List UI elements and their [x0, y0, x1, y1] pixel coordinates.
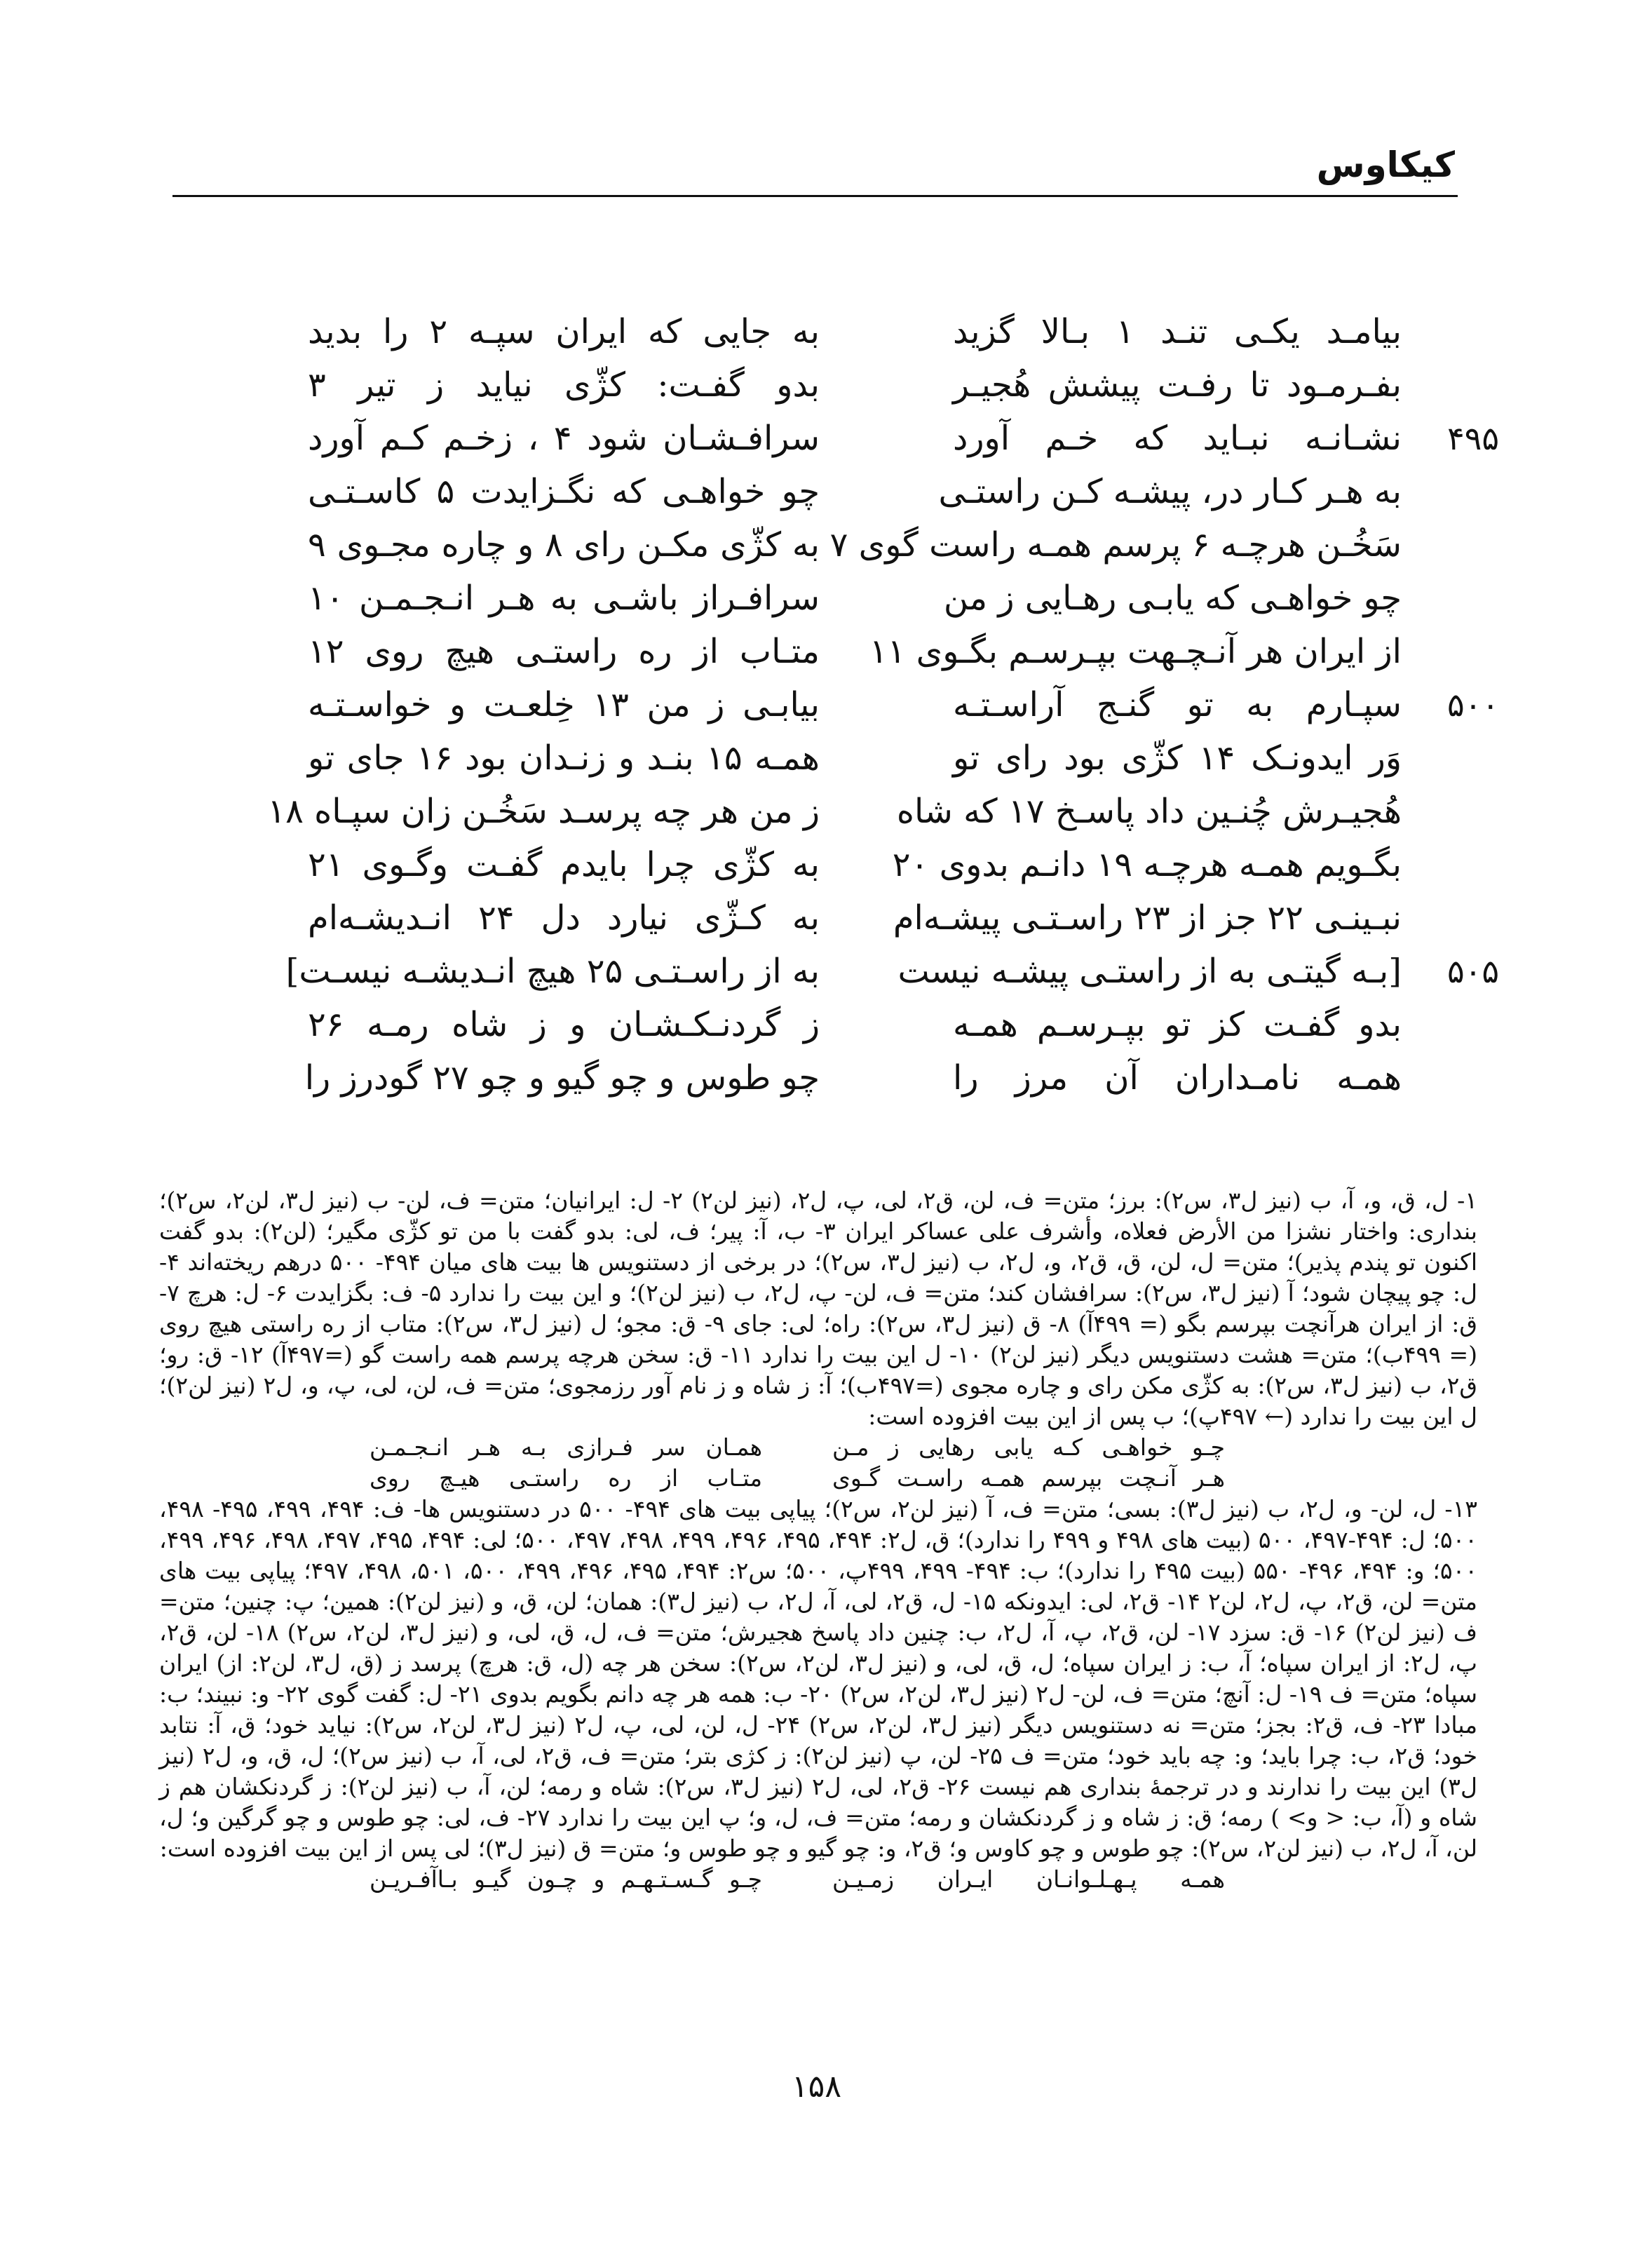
hemistich-left: چو خواهـی که نگـزایدت ۵ کاسـتـی: [308, 472, 820, 511]
hemistich-left: همـه ۱۵ بنـد و زنـدان بود ۱۶ جای تو: [308, 738, 820, 778]
footnote-block-2: ۱۳- ل، لن- و، ل۲، ب (نیز ل۳): بسی؛ متن= ف، آ (نیز لن۲، س۲)؛ پیاپی بیت های ۴۹۴- ۵۰۰ در دستنویس ها- ف: ۴۹۴، ۴۹۹، ۴۹۵- ۴۹۸، ۵۰۰؛ ل: ۴۹۴-۴۹۷، ۵۰۰ (بیت های ۴۹۸ و ۴۹۹ را ندارد)؛ ق، ل۲: ۴۹۴، ۴۹۵، ۴۹۶، ۴۹۹، ۴۹۸، ۴۹۷، ۵۰۰؛ لی: ۴۹۴، ۴۹۵، ۴۹۷، ۴۹۸، ۴۹۶، ۴۹۹، ۵۰۰؛ و: ۴۹۴، ۴۹۶- ۵۵۰ (بیت ۴۹۵ را ندارد)؛ ب: ۴۹۴- ۴۹۹، ۴۹۹پ، ۵۰۰؛ س۲: ۴۹۴، ۴۹۵، ۴۹۶، ۴۹۹، ۵۰۰، ۵۰۱، ۴۹۸، ۴۹۷؛ پیاپی بیت های متن= لن، ق۲، پ، ل۲، لن۲ ۱۴- ق۲، لی: ایدونکه ۱۵- ل، ق۲، لی، آ، ل۲، ب (نیز ل۳): همان؛ لن، ق، و (نیز لن۲): همین؛ پ: چنین؛ متن= ف (نیز لن۲) ۱۶- ق: سزد ۱۷- لن، ق۲، پ، آ، ل۲، ب: چنین داد پاسخ هجیرش؛ متن= ف، ل، ق، لی، و (نیز ل۳، لن۲، س۲) ۱۸- لن، ق۲، پ، ل۲: از ایران سپاه؛ آ، ب: ز ایران سپاه؛ ل، ق، لی، و (نیز ل۳، لن۲، س۲): سخن هر چه (ل، ق: هرچ) پرسد ز (ق، ل۳، لن۲: از) ایران سپاه؛ متن= ف ۱۹- ل: آنچ؛ متن= ف، لن- ل۲ (نیز ل۳، لن۲، س۲) ۲۰- ب: همه هر چه دانم بگویم بدوی ۲۱- ل: گفت گوی ۲۲- و: نبیند؛ ب: مبادا ۲۳- ف، ق۲: بجز؛ متن= نه دستنویس دیگر (نیز ل۳، لن۲، س۲) ۲۴- ل، لن، لی، پ، ل۲ (نیز ل۳، لن۲، س۲): نیاید خود؛ ق، آ: نتابد خود؛ ق۲، ب: چرا باید؛ و: چه باید خود؛ متن= ف ۲۵- لن، پ (نیز لن۲): ز کژی بتر؛ متن= ف، ق۲، لی، آ، ب (نیز س۲)؛ ل، ق، و، ل۲ (نیز ل۳) این بیت را ندارند و در ترجمهٔ بنداری هم نیست ۲۶- ق۲، لی، ل۲ (نیز ل۳، س۲): شاه و رمه؛ لن، آ، ب (نیز لن۲): ز گردنکشان هم ز شاه و (آ، ب: < و> ) رمه؛ ق: ز شاه و ز گردنکشان و رمه؛ متن= ف، ل، و؛ پ این بیت را ندارد ۲۷- ف، لی: چو طوس و چو گرگین و؛ ل، لن، آ، ل۲، ب (نیز لن۲، س۲): چو طوس و چو کاوس و؛ ق۲، و: چو گیو و چو طوس و؛ متن= ق (نیز ل۳)؛ لی پس از این بیت افزوده است:: [159, 1495, 1478, 1862]
verse-number: ۵۰۵: [1446, 952, 1500, 990]
hemistich-right: بفـرمـود تا رفـت پیشش هُجیـر: [953, 365, 1402, 405]
hemistich-left: به کژّی مکـن رای ۸ و چاره مجـوی ۹: [308, 525, 820, 565]
verse-number: ۵۰۰: [1446, 686, 1500, 724]
hemistich-right: [بـه گیتـی به از راستـی پیشـه نیست: [897, 952, 1402, 991]
couplet: [168, 572, 1402, 625]
couplet: [168, 945, 1500, 998]
hemistich-right: سپـارم به تو گنـج آراسـتـه: [953, 685, 1402, 724]
couplet: [168, 891, 1402, 945]
footnote-verse: [159, 1864, 1477, 1895]
hemistich-left: به کـژّی نیارد دل ۲۴ انـدیشـه‌ام: [308, 898, 820, 938]
hemistich-right: چو خواهـی که یابـی رهـایی ز من: [943, 579, 1402, 618]
hemistich-right: بدو گفـت کز تو بپـرسـم همـه: [953, 1005, 1402, 1044]
poem-body: [168, 305, 1500, 1105]
hemistich-left: سرافـشـان شود ۴ ، زخـم کـم آورد: [308, 419, 820, 458]
footnotes: [159, 1185, 1477, 1895]
couplet: [168, 518, 1402, 572]
couplet: [168, 785, 1402, 838]
hemistich-right: سَخُـن هرچـه ۶ پرسم همـه راست گوی ۷: [829, 525, 1402, 565]
hemistich-right: بگـویم همـه هرچـه ۱۹ دانـم بدوی ۲۰: [892, 845, 1402, 884]
hemistich-right: نبـینـی ۲۲ جز از ۲۳ راسـتـی پیشـه‌ام: [893, 898, 1402, 938]
couplet: [168, 998, 1402, 1051]
footnote-verse-right: هـر آنـچت بپرسم همـه راسـت گـوی: [832, 1464, 1225, 1492]
couplet: [168, 305, 1402, 358]
hemistich-left: به از راسـتـی ۲۵ هیچ انـدیشـه نیسـت]: [285, 952, 820, 991]
footnote-verse-left: چـو گـسـتـهـم و چـون گیـو بـاآفـریـن: [370, 1865, 762, 1893]
hemistich-left: سرافـراز باشـی به هـر انـجـمـن ۱۰: [308, 579, 820, 618]
hemistich-right: همـه نامـداران آن مرز را: [953, 1058, 1402, 1098]
hemistich-right: هُجیـرش چُنـین داد پاسـخ ۱۷ که شاه: [896, 792, 1402, 831]
couplet: [168, 412, 1500, 465]
footnote-block-1: ۱- ل، ق، و، آ، ب (نیز ل۳، س۲): برز؛ متن= ف، لن، ق۲، لی، پ، ل۲، (نیز لن۲) ۲- ل: ایرانیان؛ متن= ف، لن- ب (نیز ل۳، لن۲، س۲)؛ بنداری: واختار نشزا من الأرض فعلاه، وأشرف علی عساکر ایران ۳- ب، آ: پیر؛ ف، لی: بدو گفت با من تو کژّی مگیر؛ (لن۲): بدو گفت اکنون تو پندم پذیر)؛ متن= ل، لن، ق، ق۲، و، ل۲، ب (نیز ل۳، س۲)؛ در برخی از دستنویس ها بیت های میان ۴۹۴- ۵۰۰ درهم ریخته‌اند ۴- ل: چو پیچان شود؛ آ (نیز ل۳، س۲): سرافشان کند؛ متن= ف، لن- پ، ل۲، ب (نیز لن۲)؛ و این بیت را ندارد ۵- ف: بگزایدت ۶- ل: هرچ ۷- ق: از ایران هرآنچت بپرسم بگو (= ۴۹۹آ) ۸- ق (نیز ل۳، س۲): راه؛ لی: جای ۹- ق: مجو؛ ل (نیز ل۳، س۲): متاب از ره راستی هیچ روی (= ۴۹۹ب)؛ متن= هشت دستنویس دیگر (نیز لن۲) ۱۰- ل این بیت را ندارد ۱۱- ق: سخن هرچه پرسم همه راست گو (=۴۹۷آ) ۱۲- ق: رو؛ ق۲، ب (نیز ل۳، س۲): به کژّی مکن رای و چاره مجوی (=۴۹۷ب)؛ آ: ز شاه و ز نام آور رزمجوی؛ متن= ف، لن، لی، پ، و، ل۲ (نیز لن۲)؛ ل این بیت را ندارد (← ۴۹۷پ)؛ ب پس از این بیت افزوده است:: [159, 1187, 1478, 1430]
verse-number: ۴۹۵: [1446, 419, 1500, 457]
couplet: [168, 838, 1402, 891]
couplet: [168, 1051, 1402, 1105]
footnote-verse-right: همـه پـهـلـوانـان ایـران زمـیـن: [832, 1865, 1225, 1893]
footnote-verse: [159, 1463, 1477, 1494]
hemistich-right: به هـر کـار در، پیشـه کـن راستـی: [938, 472, 1402, 511]
couplet: [168, 465, 1402, 518]
footnote-verse: [159, 1432, 1477, 1463]
hemistich-left: ز من هر چه پرسـد سَخُـن زان سپـاه ۱۸: [267, 792, 820, 831]
footnote-verse-left: همـان سر فـرازی بـه هـر انـجـمـن: [370, 1433, 762, 1461]
hemistich-right: بیامـد یکـی تنـد ۱ بـالا گزید: [953, 312, 1402, 351]
hemistich-left: به کژّی چرا بایدم گفـت وگـوی ۲۱: [308, 845, 820, 884]
hemistich-left: متـاب از ره راستـی هیچ روی ۱۲: [308, 632, 820, 671]
hemistich-right: وَر ایدونـک ۱۴ کژّی بود رای تو: [953, 738, 1402, 778]
hemistich-left: چو طوس و چو گیو و چو ۲۷ گودرز را: [304, 1058, 820, 1098]
couplet: [168, 358, 1402, 412]
hemistich-right: از ایران هر آنـچـهت بپـرسـم بگـوی ۱۱: [869, 632, 1402, 671]
footnote-verse-left: متـاب از ره راستـی هیـچ روی: [370, 1464, 762, 1492]
footnote-verse-right: چـو خواهـی کـه یابی رهایی ز مـن: [832, 1433, 1225, 1461]
couplet: [168, 731, 1402, 785]
hemistich-right: نشـانـه نبـاید که خـم آورد: [953, 419, 1402, 458]
couplet: [168, 678, 1500, 731]
hemistich-left: ز گردنـکـشـان و ز شاه رمـه ۲۶: [308, 1005, 820, 1044]
page-number: ۱۵۸: [792, 2069, 841, 2105]
couplet: [168, 625, 1402, 678]
hemistich-left: بدو گفـت: کژّی نیاید ز تیر ۳: [308, 365, 820, 405]
hemistich-left: به جایی که ایران سپـه ۲ را بدید: [308, 312, 820, 351]
header-rule: [172, 195, 1458, 197]
header-title: کیکاوس: [1316, 144, 1455, 185]
hemistich-left: بیابـی ز من ۱۳ خِلعـت و خواسـتـه: [308, 685, 820, 724]
